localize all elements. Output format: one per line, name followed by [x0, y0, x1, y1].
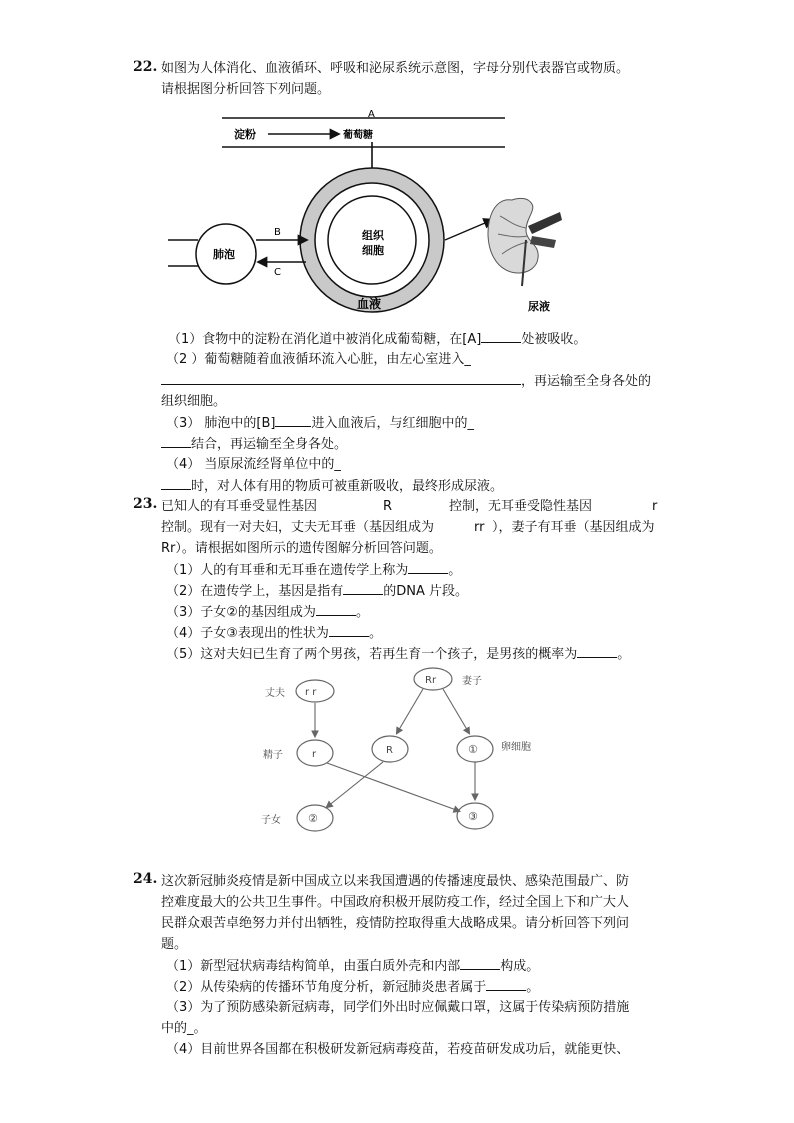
answer-blank[interactable]: [161, 435, 191, 448]
q22-stem-line-1: 如图为人体消化、血液循环、呼吸和泌尿系统示意图，字母分别代表器官或物质。: [161, 61, 630, 76]
q24-subquestion-2: （2）从传染病的传播环节角度分析，新冠肺炎患者属于 。: [166, 980, 540, 995]
answer-blank[interactable]: [316, 603, 356, 616]
q23-inheritance-diagram: [255, 664, 531, 840]
q23-stem-line-3: Rr）。请根据如图所示的遗传图解分析回答问题。: [161, 541, 442, 556]
q23-stem-line-2a: 控制。现有一对夫妇，丈夫无耳垂（基因组成为: [161, 520, 435, 535]
label-a: A: [368, 109, 375, 120]
kidney-icon: [488, 199, 562, 287]
answer-blank[interactable]: [577, 645, 617, 658]
label-glucose: 葡萄糖: [343, 130, 373, 141]
arrow-to-kidney: [445, 220, 492, 240]
label-husband: 丈夫: [265, 688, 285, 699]
label-tissue-2: 细胞: [362, 244, 384, 257]
question-number-24: 24.: [133, 871, 158, 887]
q24-stem-line-1: 这次新冠肺炎疫情是新中国成立以来我国遭遇的传播速度最快、感染范围最广、防: [161, 874, 630, 889]
label-c: C: [274, 267, 281, 278]
q22-subquestion-2-cont: ，再运输至全身各处的: [161, 372, 651, 391]
answer-blank[interactable]: [481, 330, 521, 343]
egg-R-gene: R: [386, 745, 393, 756]
label-urine: 尿液: [528, 300, 550, 313]
label-starch: 淀粉: [234, 128, 256, 141]
q24-stem-line-2: 控难度最大的公共卫生事件。中国政府积极开展防疫工作，经过全国上下和广大人: [161, 895, 630, 910]
label-wife: 妻子: [462, 676, 482, 687]
q23-stem-gene-R: R: [383, 499, 393, 514]
answer-blank[interactable]: [275, 414, 311, 427]
q24-subquestion-1: （1）新型冠状病毒结构简单，由蛋白质外壳和内部 构成。: [166, 959, 540, 974]
child-2-label: ②: [308, 812, 318, 825]
husband-genes: r r: [305, 687, 317, 698]
arrow-egg-R-child-2: [327, 762, 383, 807]
q22-subquestion-1: （1）食物中的淀粉在消化道中被消化成葡萄糖，在[A] 处被吸收。: [168, 332, 587, 347]
answer-blank[interactable]: [343, 582, 383, 595]
answer-blank-long[interactable]: [161, 372, 521, 385]
egg-1-label: ①: [468, 743, 478, 756]
question-number-23: 23.: [133, 496, 158, 512]
q22-subquestion-3-cont: 结合，再运输至全身各处。: [161, 435, 347, 454]
answer-blank[interactable]: [161, 477, 191, 490]
label-egg: 卵细胞: [501, 742, 531, 753]
label-alveoli: 肺泡: [213, 248, 235, 261]
q23-stem-line-1b: 控制，无耳垂受隐性基因: [449, 499, 593, 514]
sperm-gene: r: [312, 749, 317, 760]
label-blood: 血液: [357, 297, 382, 311]
label-sperm: 精子: [263, 750, 283, 761]
q22-subquestion-2-end: 组织细胞。: [161, 394, 227, 409]
q23-subquestion-5: （5）这对夫妇已生育了两个男孩，若再生育一个孩子，是男孩的概率为 。: [166, 647, 631, 662]
wife-genes: Rr: [425, 675, 437, 686]
question-number-22: 22.: [133, 59, 158, 75]
q23-subquestion-1: （1）人的有耳垂和无耳垂在遗传学上称为 。: [166, 563, 462, 578]
arrow-sperm-child-3: [327, 763, 459, 811]
q22-stem-line-2: 请根据图分析回答下列问题。: [161, 82, 331, 97]
q22-body-systems-figure: [160, 108, 600, 323]
answer-blank[interactable]: [408, 561, 448, 574]
q22-subquestion-3: （3） 肺泡中的[B] 进入血液后，与红细胞中的_: [166, 416, 474, 431]
q24-subquestion-4: （4）目前世界各国都在积极研发新冠病毒疫苗，若疫苗研发成功后，就能更快、: [166, 1042, 630, 1057]
q24-stem-line-3: 民群众艰苦卓绝努力并付出牺牲，疫情防控取得重大战略成果。请分析回答下列问: [161, 916, 630, 931]
answer-blank[interactable]: [460, 957, 500, 970]
label-b: B: [274, 227, 281, 238]
q23-stem-line-1a: 已知人的有耳垂受显性基因: [161, 499, 318, 514]
answer-blank[interactable]: [486, 978, 526, 991]
child-3-label: ③: [468, 810, 478, 823]
label-tissue-1: 组织: [362, 229, 384, 242]
label-child: 子女: [261, 815, 281, 826]
q23-stem-line-2b: ），妻子有耳垂（基因组成为: [492, 520, 655, 535]
q23-subquestion-4: （4）子女③表现出的性状为 。: [166, 626, 382, 641]
q24-subquestion-3: （3）为了预防感染新冠病毒，同学们外出时应佩戴口罩，这属于传染病预防措施: [166, 1000, 630, 1015]
q22-subquestion-2: （2 ）葡萄糖随着血液循环流入心脏，由左心室进入_: [166, 352, 471, 367]
q23-stem-gene-r: r: [652, 499, 658, 514]
q23-subquestion-3: （3）子女②的基因组成为 。: [166, 605, 369, 620]
arrow-wife-egg-R: [397, 689, 423, 733]
q24-subquestion-3-cont: 中的_。: [161, 1021, 207, 1036]
q23-subquestion-2: （2）在遗传学上，基因是指有 的DNA 片段。: [166, 584, 469, 599]
q23-stem-genes-rr: rr: [474, 520, 485, 535]
answer-blank[interactable]: [329, 624, 369, 637]
q22-subquestion-4: （4） 当原尿流经肾单位中的_: [166, 457, 341, 472]
q24-stem-line-4: 题。: [161, 937, 188, 952]
q22-subquestion-4-cont: 时，对人体有用的物质可被重新吸收，最终形成尿液。: [161, 477, 503, 496]
arrow-wife-egg-1: [443, 689, 469, 733]
